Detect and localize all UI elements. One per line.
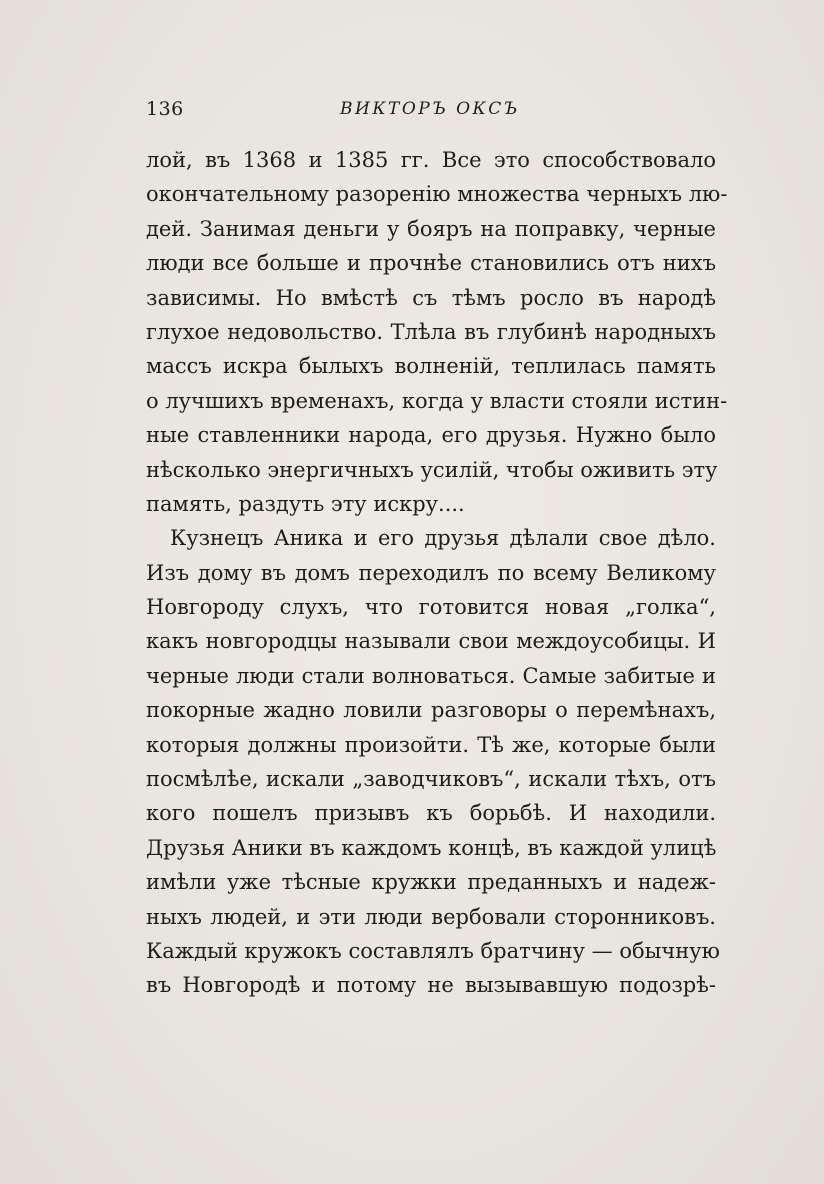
text-line: посмѣлѣе, искали „заводчиковъ“, искали тѣхъ, отъ: [146, 767, 716, 792]
text-line: имѣли уже тѣсные кружки преданныхъ и надеж-: [146, 870, 716, 895]
text-line: ные ставленники народа, его друзья. Нужно было: [146, 423, 716, 448]
text-line: Каждый кружокъ составлялъ братчину — обычную: [146, 938, 720, 963]
page-header: [146, 98, 716, 128]
text-line: въ Новгородѣ и потому не вызывавшую подозрѣ-: [146, 973, 716, 998]
text-line: какъ новгородцы называли свои междоусобицы. И: [146, 629, 716, 654]
text-line: люди все больше и прочнѣе становились отъ нихъ: [146, 251, 716, 276]
text-line: память, раздуть эту искру....: [146, 491, 465, 516]
text-line: черные люди стали волноваться. Самые забитые и: [146, 663, 716, 688]
text-line: ныхъ людей, и эти люди вербовали сторонниковъ.: [146, 904, 716, 929]
text-line: глухое недовольство. Тлѣла въ глубинѣ народныхъ: [146, 319, 716, 344]
text-line: покорные жадно ловили разговоры о перемѣнахъ,: [146, 698, 716, 723]
text-line: нѣсколько энергичныхъ усилій, чтобы оживить эту: [146, 457, 718, 482]
running-head: ВИКТОРЪ ОКСЪ: [340, 99, 520, 119]
text-line: окончательному разоренію множества черныхъ лю-: [146, 182, 728, 207]
text-line: о лучшихъ временахъ, когда у власти стояли истин-: [146, 388, 728, 413]
text-line: массъ искра былыхъ волненій, теплилась память: [146, 354, 716, 379]
text-line: кого пошелъ призывъ къ борьбѣ. И находили.: [146, 801, 716, 826]
text-line: Новгороду слухъ, что готовится новая „голка“,: [146, 595, 716, 620]
page-number: 136: [146, 98, 184, 120]
text-line: лой, въ 1368 и 1385 гг. Все это способствовало: [146, 148, 716, 172]
text-line: Кузнецъ Аника и его друзья дѣлали свое дѣло.: [170, 526, 716, 551]
text-line: Друзья Аники въ каждомъ концѣ, въ каждой улицѣ: [146, 835, 717, 860]
text-line: которыя должны произойти. Тѣ же, которые были: [146, 732, 716, 757]
text-line: Изъ дому въ домъ переходилъ по всему Великому: [146, 560, 716, 585]
body-text: [146, 143, 728, 1003]
text-line: зависимы. Но вмѣстѣ съ тѣмъ росло въ народѣ: [146, 285, 716, 310]
text-line: дей. Занимая деньги у бояръ на поправку, черные: [146, 216, 716, 241]
